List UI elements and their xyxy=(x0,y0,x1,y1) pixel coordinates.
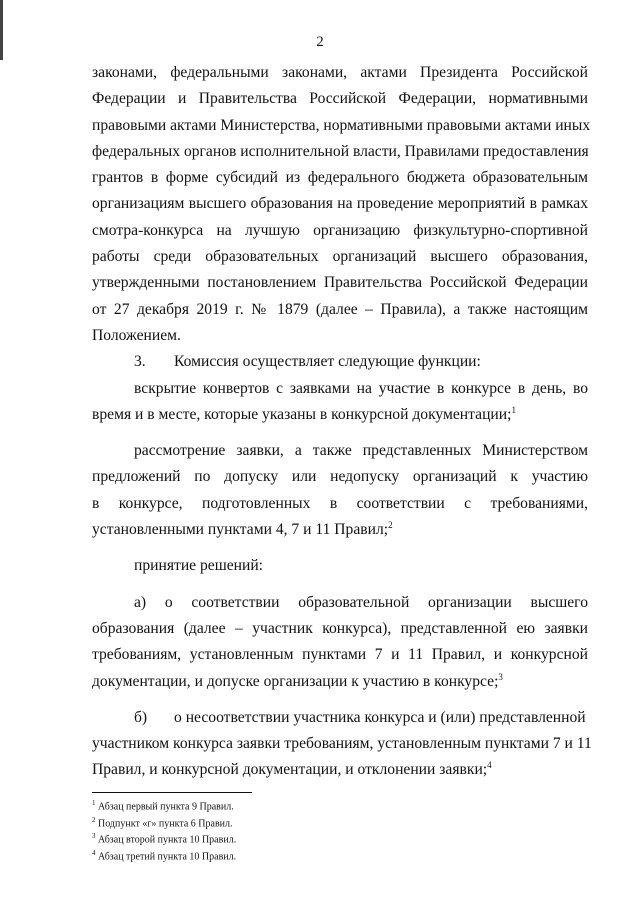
item-text: Комиссия осуществляет следующие функции: xyxy=(174,353,481,371)
text-line-content: Правил, и конкурсной документации, и отклонении заявки; xyxy=(92,761,488,779)
text-line: утвержденными постановлением Правительства Российской Федерации xyxy=(92,274,588,292)
item-text: о несоответствии участника конкурса и (или) представленной xyxy=(174,708,586,726)
footnote-text: Абзац первый пункта 9 Правил. xyxy=(98,801,234,813)
text-line: а) о соответствии образовательной организации высшего xyxy=(134,593,588,611)
footnote-mark: 2 xyxy=(388,520,393,531)
scan-edge-mark xyxy=(0,0,3,60)
text-line: требованиям, установленным пунктами 7 и 11 Правил, и конкурсной xyxy=(92,646,588,664)
footnote-number: 2 xyxy=(92,815,96,824)
footnote-item xyxy=(92,830,392,847)
body-text xyxy=(92,60,592,784)
text-line: участником конкурса заявки требованиям, установленным пунктами 7 и 11 xyxy=(92,735,592,753)
text-line: от 27 декабря 2019 г. № 1879 (далее – Правила), а также настоящим xyxy=(92,300,588,318)
text-line: организациям высшего образования на проведение мероприятий в рамках xyxy=(92,195,588,213)
text-line-content: время и в месте, которые указаны в конкурсной документации; xyxy=(92,405,512,423)
text-line xyxy=(92,402,588,428)
footnote-text: Абзац второй пункта 10 Правил. xyxy=(98,834,237,846)
footnote-text: Абзац третий пункта 10 Правил. xyxy=(98,851,237,863)
text-line: в конкурсе, подготовленных в соответствии с требованиями, xyxy=(92,494,588,512)
page-number: 2 xyxy=(316,34,324,50)
text-line: законами, федеральными законами, актами Президента Российской xyxy=(92,64,588,81)
footnote-number: 1 xyxy=(92,799,96,807)
text-line-content: документации, и допуске организации к участию в конкурсе; xyxy=(92,672,499,690)
text-line: Положением. xyxy=(92,326,181,344)
footnote-number: 4 xyxy=(92,849,96,858)
text-line: работы среди образовательных организаций высшего образования, xyxy=(92,248,588,266)
text-line: Федерации и Правительства Российской Федерации, нормативными xyxy=(92,90,588,108)
text-line-content: установленными пунктами 4, 7 и 11 Правил; xyxy=(92,521,389,539)
footnote-mark: 3 xyxy=(498,671,503,682)
text-line: образования (далее – участник конкурса), представленной ею заявки xyxy=(92,619,588,637)
footnote-item xyxy=(92,814,392,831)
text-line: федеральных органов исполнительной власти, Правилами предоставления xyxy=(92,142,589,160)
item-b-heading xyxy=(92,705,588,731)
footnote-mark: 4 xyxy=(487,760,492,771)
footnote-mark: 1 xyxy=(511,404,516,415)
item-number: 3. xyxy=(134,353,146,371)
footnote-item xyxy=(92,797,392,814)
item-3-heading xyxy=(92,349,588,375)
text-line xyxy=(92,517,588,543)
text-line xyxy=(92,669,588,695)
item-letter: б) xyxy=(134,708,148,726)
footnotes xyxy=(92,797,392,864)
text-line: принятие решений: xyxy=(134,557,263,575)
text-line: правовыми актами Министерства, нормативными правовыми актами иных xyxy=(92,116,591,134)
text-line xyxy=(92,757,588,783)
footnote-number: 3 xyxy=(92,832,96,841)
text-line: вскрытие конвертов с заявками на участие в конкурсе в день, во xyxy=(134,379,588,397)
footnote-text: Подпункт «г» пункта 6 Правил. xyxy=(98,818,233,830)
text-line: предложений по допуску или недопуску организаций к участию xyxy=(92,468,588,486)
text-line: грантов в форме субсидий из федерального бюджета образовательным xyxy=(92,169,588,187)
footnote-item xyxy=(92,847,392,864)
text-line: рассмотрение заявки, а также представленных Министерством xyxy=(134,442,588,460)
text-line: смотра-конкурса на лучшую организацию физкультурно-спортивной xyxy=(92,221,588,239)
footnote-separator xyxy=(92,792,252,793)
